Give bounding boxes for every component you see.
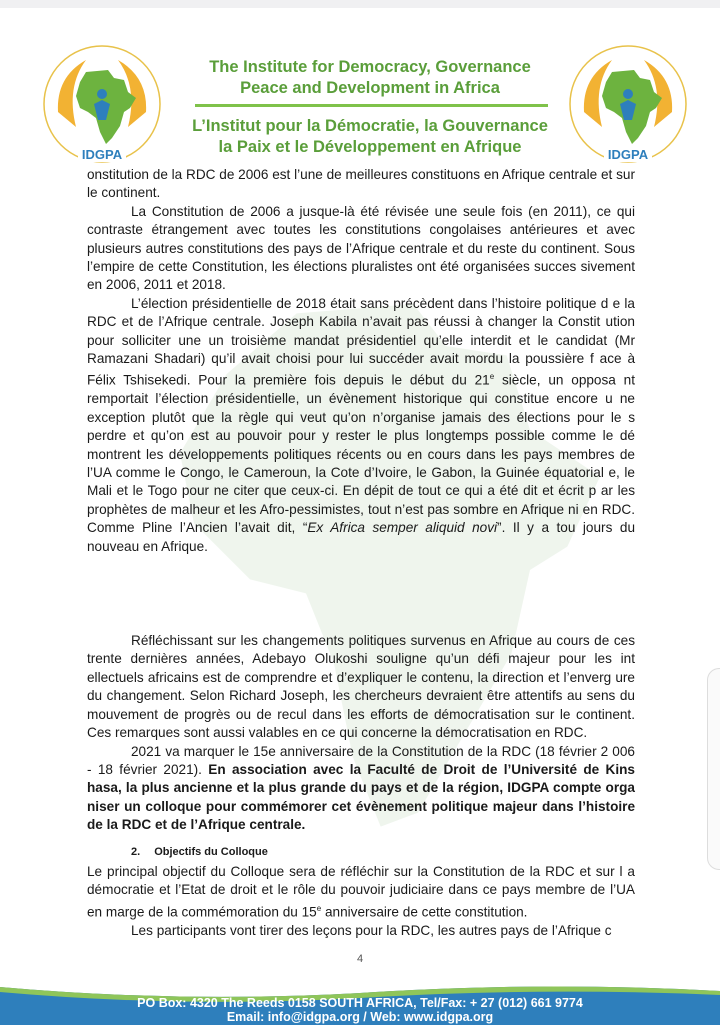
header-title-fr — [180, 116, 560, 158]
header-title-fr-line2: la Paix et le Développement en Afrique — [218, 138, 522, 156]
paragraph-2: La Constitution de 2006 a jusque-là été révisée une seule fois (en 2011), ce qui contraste étrangement avec toutes les constitutions congolaises antérieures et avec plusieurs autres constitutions des pays de l’Afrique centrale et du reste du continent. Sous l’empire de cette Constitution, les élections pluralistes ont été organisées succes sivement en 2006, 2011 et 2018. — [87, 203, 635, 293]
logo-label-right: IDGPA — [607, 147, 649, 162]
paragraph-4: Réfléchissant sur les changements politiques survenus en Afrique au cours de ces trente dernières années, Adebayo Olukoshi souligne qu’un défi majeur pour les int ellectuels africains est de comprendre et d’expliquer le contenu, la direction et l’enverg ure du changement. Selon Richard Joseph, les chercheurs devraient être attentifs au sens du mouvement de progrès ou de recul dans les efforts de démocratisation sur le continent. Ces remarques sont aussi valables en ce qui concerne la démocratisation en RDC. — [87, 633, 635, 741]
paragraph-6-part-b: anniversaire de cette constitution. — [321, 904, 528, 920]
paragraph-5-part-a: 2021 va marquer le 15e anniversaire de la Constitution de la RDC (18 février 2 006 - 18 février 2021). — [87, 743, 635, 777]
paragraph-7: Les participants vont tirer des leçons pour la RDC, les autres pays de l’Afrique c — [131, 922, 612, 938]
footer-contact: Email: info@idgpa.org / Web: www.idgpa.org — [226, 1010, 494, 1024]
latin-quote: Ex Africa semper aliquid novi — [307, 520, 498, 536]
idgpa-logo-right — [562, 42, 694, 172]
paragraph-6 — [87, 863, 635, 922]
logo-label-left: IDGPA — [81, 147, 123, 162]
superscript-e-2: e — [316, 903, 322, 913]
footer-bar — [0, 983, 720, 1025]
section-heading — [131, 843, 635, 861]
paragraph-3-part-c: ”. Il y a tou jours du nouveau en Afrique. — [87, 520, 636, 554]
top-status-strip — [0, 0, 720, 8]
paragraph-3-part-b: siècle, un opposa nt remportait l’élection présidentielle, un évènement historique qui constitue encore u ne exception plutôt que la règle qui veut qu’on n’organise jamais des élections pour le s perdre et qu’on est au pouvoir pour y rester le plus longtemps possible comme le dé montrent les développements politiques récents ou en cours dans les pays membres de l’UA comme le Congo, le Cameroun, la Cote d’Ivoire, le Gabon, la Guinée équatorial e, le Mali et le Togo pour ne citer que ceux-ci. En dépit de tout ce qui a été dit et écrit p ar les prophètes de malheur et les Afro-pessimistes, tout n’est pas sombre en Afrique ni en RDC. Comme Pline l’Ancien l’avait dit, “ — [87, 373, 635, 536]
paragraph-6-part-a: Le principal objectif du Colloque sera de réfléchir sur la Constitution de la RDC et sur l a démocratie et l’Etat de droit et le rôle du pouvoir judiciaire dans ce pays membre de l’UA en marge de la commémoration du 15 — [87, 863, 635, 920]
footer-address: PO Box: 4320 The Reeds 0158 SOUTH AFRICA, Tel/Fax: + 27 (012) 661 9774 — [137, 996, 583, 1010]
idgpa-logo-left — [36, 42, 168, 172]
paragraph-3 — [87, 295, 635, 556]
paragraph-5-bold: En association avec la Faculté de Droit de l’Université de Kins hasa, la plus ancienne et la plus grande du pays et de la région, IDGPA compte orga niser un colloque pour commémorer cet évènement politique majeur dans l’histoire de la RDC et de l’Afrique centrale. — [87, 761, 635, 833]
header-title-en-line1: The Institute for Democracy, Governance — [209, 58, 531, 76]
section-title: Objectifs du Colloque — [154, 845, 268, 858]
superscript-e: e — [489, 372, 495, 382]
header-title-fr-line1: L’Institut pour la Démocratie, la Gouvernance — [192, 117, 548, 135]
header-title-en-line2: Peace and Development in Africa — [240, 79, 500, 97]
document-body — [87, 166, 635, 940]
section-number: 2. — [131, 845, 141, 858]
page-number: 4 — [356, 953, 364, 965]
side-scroll-handle[interactable] — [707, 668, 720, 870]
header-divider — [195, 104, 548, 107]
paragraph-3-part-a: L’élection présidentielle de 2018 était sans précèdent dans l’histoire politique d e la RDC et de l’Afrique centrale. Joseph Kabila n’avait pas réussi à changer la Constit ution pour solliciter une un troisième mandat présidentiel qu’elle interdit et le candidat (Mr Ramazani Shadari) qu’il avait choisi pour lui succéder avait mordu la poussière f ace à Félix Tshisekedi. Pour la première fois depuis le début du 21 — [87, 295, 635, 388]
paragraph-5 — [87, 743, 635, 835]
paragraph-1: onstitution de la RDC de 2006 est l’une de meilleures constituons en Afrique centrale et sur le continent. — [87, 167, 635, 201]
header-title-en — [180, 57, 560, 99]
